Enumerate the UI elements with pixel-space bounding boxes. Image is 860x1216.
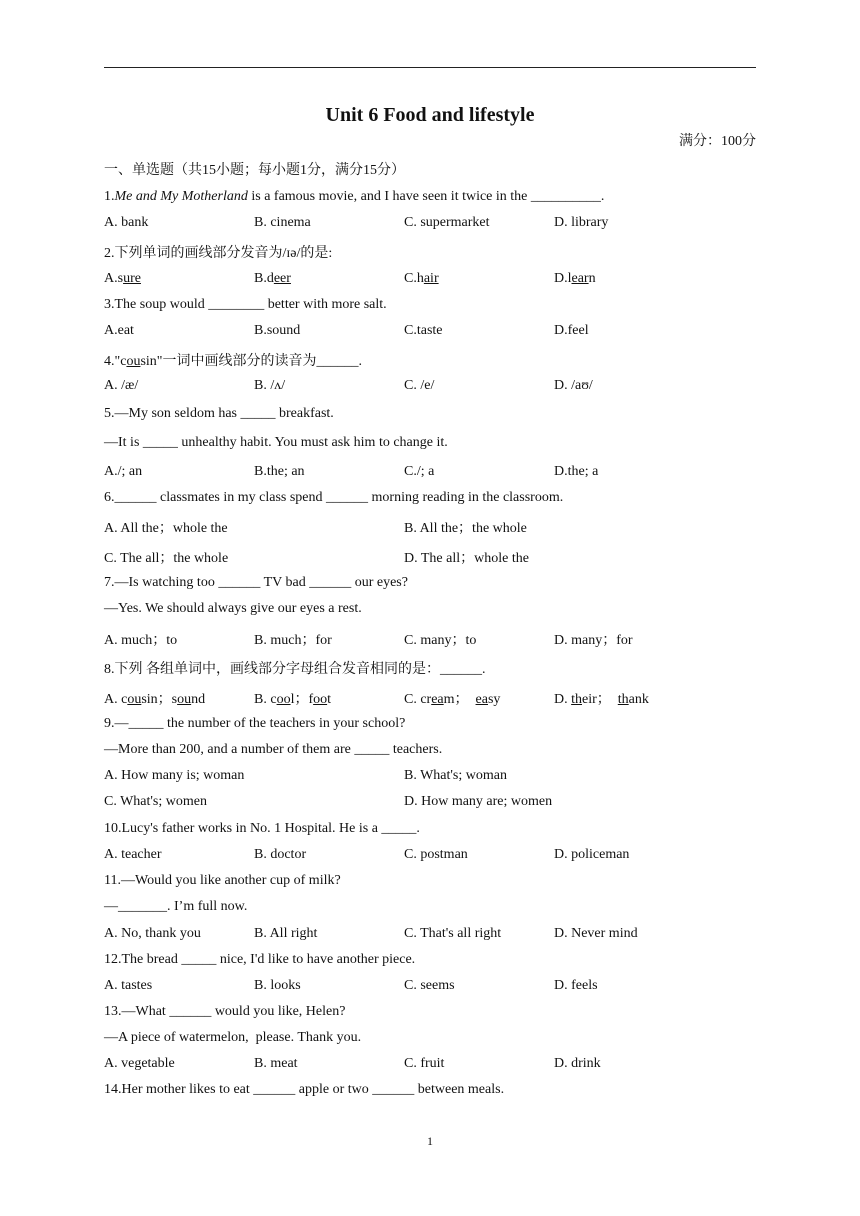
question-5-reply: —It is _____ unhealthy habit. You must ask him to change it. (104, 435, 448, 450)
q4-option-b: B. /ʌ/ (254, 378, 286, 393)
page-number: 1 (427, 1134, 433, 1148)
q2-option-a: A.sure (104, 271, 141, 286)
q11-option-b: B. All right (254, 926, 318, 941)
q3-option-b: B.sound (254, 323, 301, 338)
q12-option-c: C. seems (404, 978, 455, 993)
q4-option-a: A. /æ/ (104, 378, 139, 393)
q11-option-d: D. Never mind (554, 926, 638, 941)
question-9-reply: —More than 200, and a number of them are _____ teachers. (104, 742, 443, 757)
q4-option-c: C. /e/ (404, 378, 435, 393)
question-10-stem: 10.Lucy's father works in No. 1 Hospital. He is a _____. (104, 821, 420, 836)
q6-option-c: C. The all；the whole (104, 551, 229, 566)
q11-option-a: A. No, thank you (104, 926, 201, 941)
q4-option-d: D. /aʊ/ (554, 378, 593, 393)
q1-option-d: D. library (554, 215, 609, 230)
section-heading: 一、单选题（共15小题；每小题1分，满分15分） (104, 163, 405, 178)
q8-option-d: D. their； thank (554, 692, 649, 707)
q11-option-c: C. That's all right (404, 926, 502, 941)
q9-option-c: C. What's; women (104, 794, 207, 809)
q5-option-c: C./; a (404, 464, 435, 479)
full-score: 满分：100分 (679, 134, 756, 149)
question-2-stem: 2.下列单词的画线部分发音为/ɪə/的是: (104, 246, 333, 261)
page-title: Unit 6 Food and lifestyle (325, 104, 535, 126)
q1-option-c: C. supermarket (404, 215, 490, 230)
q8-option-b: B. cool；foot (254, 692, 332, 707)
q8-option-c: C. cream； easy (404, 692, 501, 707)
q7-option-b: B. much；for (254, 633, 332, 648)
question-6-stem: 6.______ classmates in my class spend ______ morning reading in the classroom. (104, 490, 564, 505)
q12-option-a: A. tastes (104, 978, 153, 993)
q7-option-d: D. many；for (554, 633, 633, 648)
q9-option-d: D. How many are; women (404, 794, 553, 809)
question-14-stem: 14.Her mother likes to eat ______ apple or two ______ between meals. (104, 1082, 505, 1097)
q6-option-a: A. All the；whole the (104, 521, 228, 536)
question-3-stem: 3.The soup would ________ better with more salt. (104, 297, 387, 312)
q8-option-a: A. cousin；sound (104, 692, 206, 707)
question-11-reply: —_______. I’m full now. (104, 899, 248, 914)
question-7-stem: 7.—Is watching too ______ TV bad ______ our eyes? (104, 575, 408, 590)
question-13-stem: 13.—What ______ would you like, Helen? (104, 1004, 346, 1019)
q2-option-d: D.learn (554, 271, 596, 286)
q2-option-b: B.deer (254, 271, 291, 286)
question-12-stem: 12.The bread _____ nice, I'd like to have another piece. (104, 952, 416, 967)
q10-option-c: C. postman (404, 847, 468, 862)
q7-option-a: A. much；to (104, 633, 178, 648)
q3-option-c: C.taste (404, 323, 443, 338)
question-5-stem: 5.—My son seldom has _____ breakfast. (104, 406, 334, 421)
q9-option-a: A. How many is; woman (104, 768, 245, 783)
q7-option-c: C. many；to (404, 633, 477, 648)
q5-option-a: A./; an (104, 464, 143, 479)
q10-option-a: A. teacher (104, 847, 162, 862)
question-11-stem: 11.—Would you like another cup of milk? (104, 873, 341, 888)
q3-option-d: D.feel (554, 323, 589, 338)
q9-option-b: B. What's; woman (404, 768, 507, 783)
q13-option-a: A. vegetable (104, 1056, 175, 1071)
q3-option-a: A.eat (104, 323, 134, 338)
q6-option-b: B. All the；the whole (404, 521, 527, 536)
q5-option-d: D.the; a (554, 464, 599, 479)
question-7-reply: —Yes. We should always give our eyes a rest. (104, 601, 362, 616)
q10-option-d: D. policeman (554, 847, 630, 862)
q2-option-c: C.hair (404, 271, 439, 286)
question-4-stem: 4."cousin"一词中画线部分的读音为______. (104, 354, 362, 369)
q12-option-b: B. looks (254, 978, 301, 993)
q5-option-b: B.the; an (254, 464, 305, 479)
q13-option-c: C. fruit (404, 1056, 445, 1071)
q1-option-a: A. bank (104, 215, 149, 230)
question-9-stem: 9.—_____ the number of the teachers in your school? (104, 716, 406, 731)
question-8-stem: 8.下列 各组单词中，画线部分字母组合发音相同的是：______. (104, 662, 486, 677)
question-13-reply: —A piece of watermelon, please. Thank you. (104, 1030, 362, 1045)
q1-option-b: B. cinema (254, 215, 311, 230)
q13-option-d: D. drink (554, 1056, 601, 1071)
q13-option-b: B. meat (254, 1056, 298, 1071)
q10-option-b: B. doctor (254, 847, 307, 862)
q12-option-d: D. feels (554, 978, 598, 993)
header-rule (104, 67, 756, 68)
question-1-stem: 1.Me and My Motherland is a famous movie, and I have seen it twice in the __________. (104, 189, 605, 204)
q6-option-d: D. The all；whole the (404, 551, 529, 566)
